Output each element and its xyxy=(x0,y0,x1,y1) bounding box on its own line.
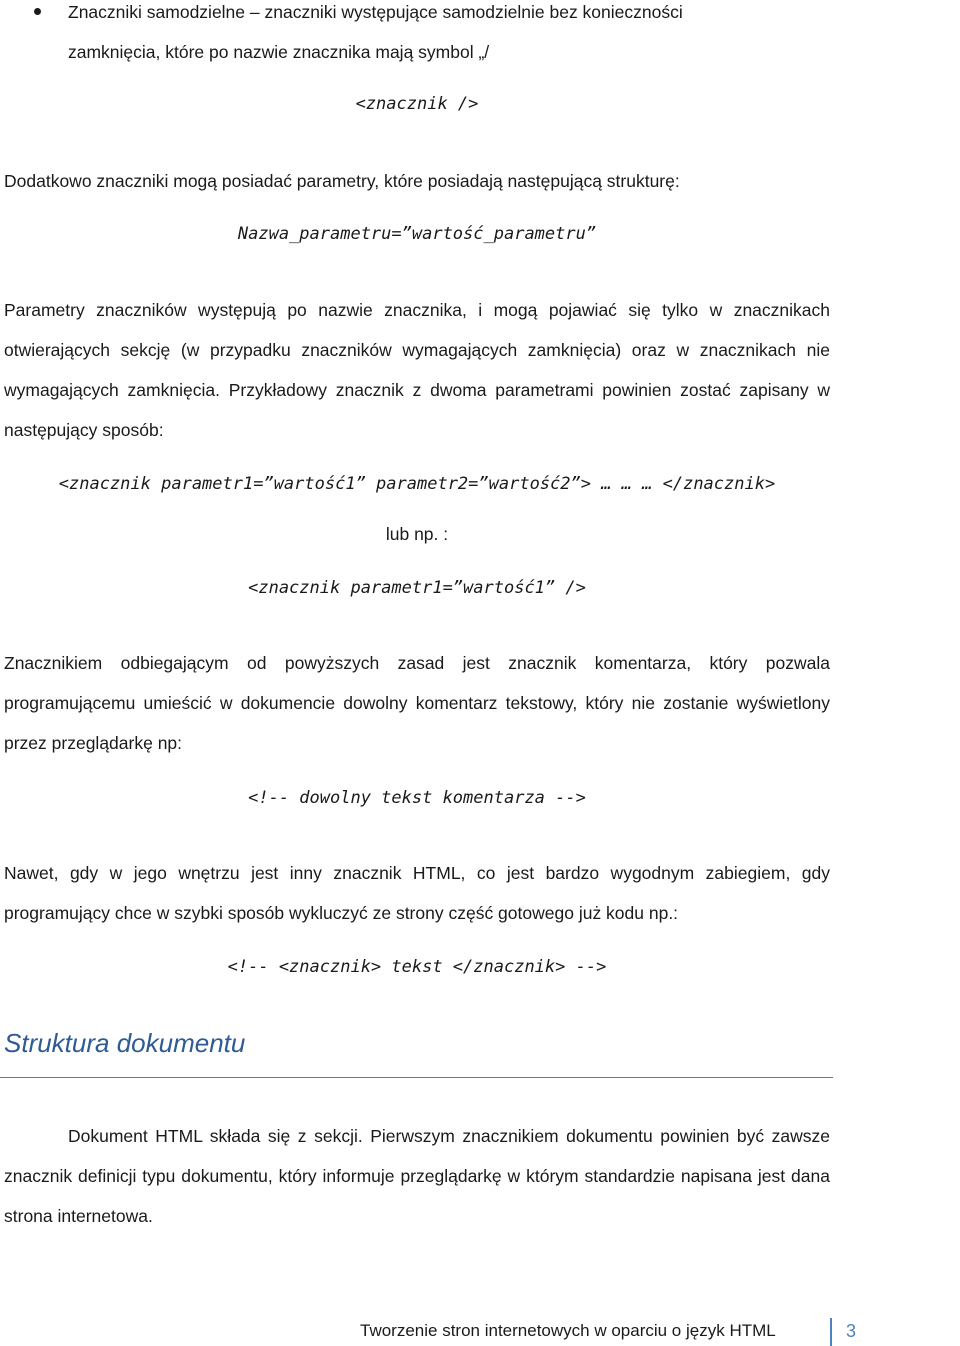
code-two-params: <znacznik parametr1=”wartość1” parametr2=”wartość2”> … … … </znacznik> xyxy=(58,474,776,494)
bullet-line-1: Znaczniki samodzielne – znaczniki występujące samodzielnie bez konieczności xyxy=(68,2,683,22)
code-one-param: <znacznik parametr1=”wartość1” /> xyxy=(248,578,586,598)
or-example-text: lub np. : xyxy=(385,524,449,544)
heading-underline xyxy=(0,1077,833,1078)
code-self-closing: <znacznik /> xyxy=(355,94,479,114)
paragraph-params-usage: Parametry znaczników występują po nazwie znacznika, i mogą pojawiać się tylko w znacznikach otwierających sekcję (w przypadku znaczników wymagających zamknięcia) oraz w znacznikach nie wymagających zamknięcia. Przykładowy znacznik z dwoma parametrami powinien zostać zapisany w następujący sposób: xyxy=(4,300,830,440)
paragraph-document-structure: Dokument HTML składa się z sekcji. Pierwszym znacznikiem dokumentu powinien być zawsze znacznik definicji typu dokumentu, który informuje przeglądarkę w którym standardzie napisana jest dana strona internetowa. xyxy=(4,1126,830,1226)
paragraph-comment-tag: Znacznikiem odbiegającym od powyższych zasad jest znacznik komentarza, który pozwala programującemu umieścić w dokumencie dowolny komentarz tekstowy, który nie zostanie wyświetlony przez przeglądarkę np: xyxy=(4,653,830,753)
page-number: 3 xyxy=(846,1321,857,1341)
footer-title: Tworzenie stron internetowych w oparciu o język HTML xyxy=(360,1321,776,1340)
section-heading: Struktura dokumentu xyxy=(4,1028,246,1058)
code-param-structure: Nazwa_parametru=”wartość_parametru” xyxy=(237,224,597,244)
paragraph-params-intro: Dodatkowo znaczniki mogą posiadać parametry, które posiadają następującą strukturę: xyxy=(4,171,680,191)
code-comment: <!-- dowolny tekst komentarza --> xyxy=(248,788,586,808)
bullet-dot-icon xyxy=(34,8,41,15)
bullet-line-2: zamknięcia, które po nazwie znacznika mają symbol „/ xyxy=(68,42,490,62)
code-comment-tag: <!-- <znacznik> tekst </znacznik> --> xyxy=(227,957,607,977)
footer-separator xyxy=(830,1318,832,1346)
paragraph-comment-wrap: Nawet, gdy w jego wnętrzu jest inny znacznik HTML, co jest bardzo wygodnym zabiegiem, gdy programujący chce w szybki sposób wykluczyć ze strony część gotowego już kodu np.: xyxy=(4,863,830,923)
